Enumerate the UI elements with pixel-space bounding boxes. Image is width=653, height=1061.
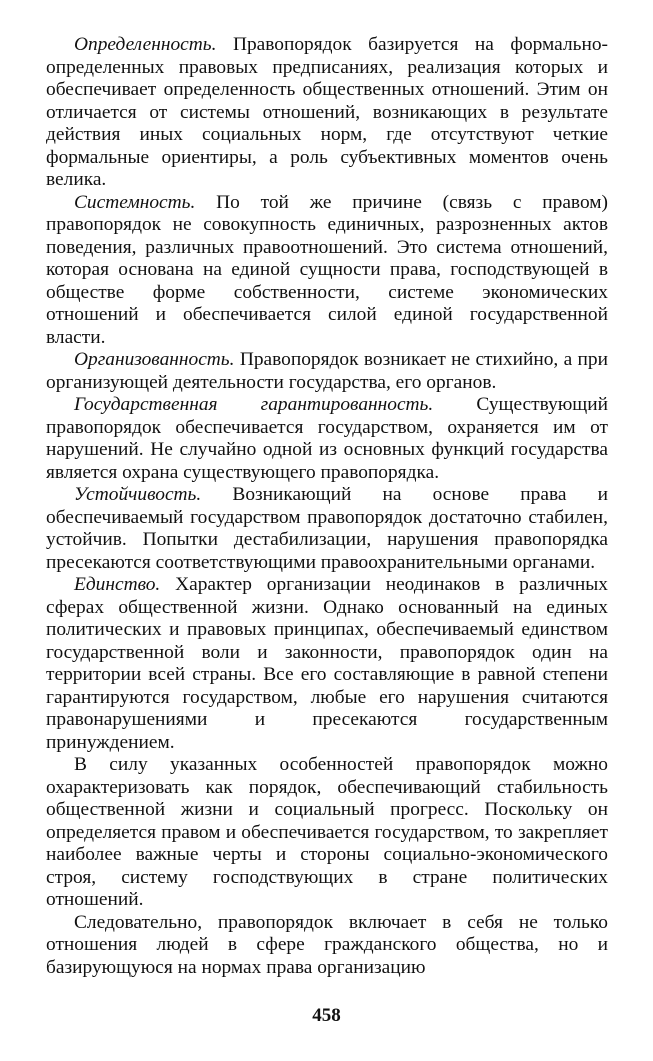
text-state-guarantee: Существующий правопорядок обеспечивается государством, охраняется им от нарушений. Не случайно одной из основных функций государства является охрана существующего правопорядка. (46, 394, 608, 483)
text-stability: Возникающий на основе права и обеспечиваемый государством правопорядок достаточно стабилен, устойчив. Попытки дестабилизации, нарушения правопорядка пресекаются соответствующими правоохранительными органами. (46, 484, 608, 573)
text-organization: Правопорядок возникает не стихийно, а при организующей деятельности государства, его органов. (46, 349, 608, 393)
paragraph-characterization (46, 754, 608, 912)
text-characterization: В силу указанных особенностей правопорядок можно охарактеризовать как порядок, обеспечивающий стабильность общественной жизни и социальный прогресс. Поскольку он определяется правом и обеспечивается государством, то закрепляет наиболее важные черты и стороны социально-экономического строя, систему господствующих в стране политических отношений. (46, 754, 608, 910)
text-unity: Характер организации неодинаков в различных сферах общественной жизни. Однако основанный на единых политических и правовых принципах, обеспечиваемый единством государственной воли и законности, правопорядок один на территории всей страны. Все его составляющие в равной степени гарантируются государством, любые его нарушения считаются правонарушениями и пресекаются государственным принуждением. (46, 574, 608, 753)
paragraph-unity (46, 574, 608, 754)
text-definiteness: Правопорядок базируется на формально-определенных правовых предписаниях, реализация которых и обеспечивает определенность общественных отношений. Этим он отличается от системы отношений, возникающих в результате действия иных социальных норм, где отсутствуют четкие формальные ориентиры, а роль субъективных моментов очень велика. (46, 34, 608, 190)
term-stability: Устойчивость. (74, 484, 202, 505)
paragraph-definiteness (46, 34, 608, 192)
paragraph-stability (46, 484, 608, 574)
page-body (46, 34, 608, 979)
paragraph-consequently (46, 912, 608, 980)
page-number: 458 (312, 1005, 341, 1026)
paragraph-organization (46, 349, 608, 394)
paragraph-state-guarantee (46, 394, 608, 484)
term-organization: Организованность. (74, 349, 235, 370)
term-definiteness: Определенность. (74, 34, 217, 55)
text-systemness: По той же причине (связь с правом) правопорядок не совокупность единичных, разрозненных актов поведения, различных правоотношений. Это система отношений, которая основана на единой сущности права, господствующей в обществе форме собственности, системе экономических отношений и обеспечивается силой единой государственной власти. (46, 191, 608, 348)
term-systemness: Системность. (74, 191, 196, 213)
term-unity: Единство. (74, 574, 161, 595)
term-state-guarantee: Государственная гарантированность. (74, 394, 434, 415)
paragraph-systemness (46, 192, 608, 350)
text-consequently: Следовательно, правопорядок включает в себя не только отношения людей в сфере гражданского общества, но и базирующуюся на нормах права организацию (46, 911, 608, 978)
